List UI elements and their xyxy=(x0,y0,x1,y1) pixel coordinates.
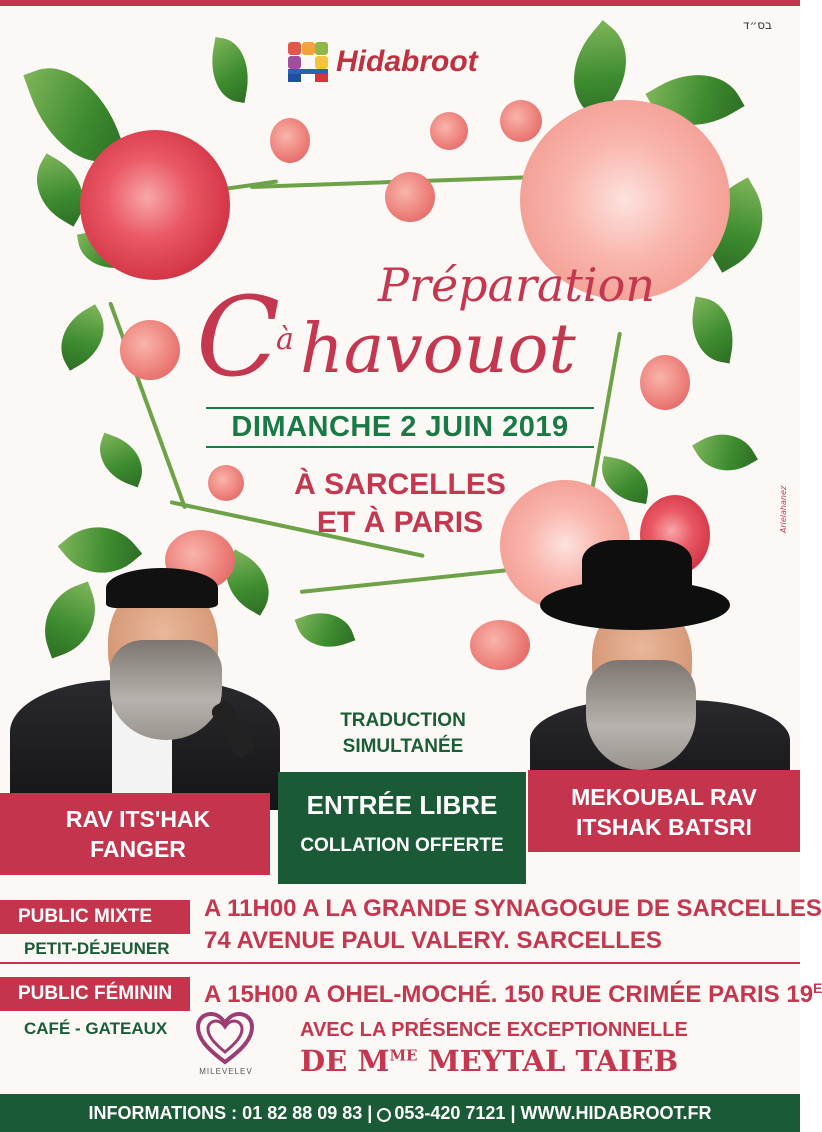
brand-name: Hidabroot xyxy=(336,45,478,78)
photo-rav-fanger xyxy=(0,560,300,800)
leaf xyxy=(692,421,758,485)
guest-speaker: DE $M^{ME}$ MEYTAL TAIEB xyxy=(300,1044,679,1078)
rose-bud xyxy=(270,118,310,163)
whatsapp-icon xyxy=(377,1108,391,1122)
tag-public-mixte: PUBLIC MIXTE xyxy=(0,900,190,934)
entree-libre-box xyxy=(278,772,526,884)
rose-bud xyxy=(385,172,435,222)
session1-line-1: A 11H00 A LA GRANDE SYNAGOGUE DE SARCELLES xyxy=(204,895,822,922)
place-line-2: ET À PARIS xyxy=(316,506,484,539)
footer-informations: INFORMATIONS : 01 82 88 09 83 | xyxy=(88,1103,378,1123)
rose-bud xyxy=(640,355,690,410)
footer-website: | WWW.HIDABROOT.FR xyxy=(505,1103,712,1123)
presence-text: AVEC LA PRÉSENCE EXCEPTIONNELLE xyxy=(300,1019,688,1041)
leaf xyxy=(205,37,255,103)
event-date: DIMANCHE 2 JUIN 2019 xyxy=(206,407,594,448)
red-rose xyxy=(80,130,230,280)
title-prefix: à xyxy=(276,322,294,357)
leaf xyxy=(295,603,356,658)
speaker-right-band xyxy=(528,770,800,852)
title-chavouot: havouot xyxy=(300,310,576,389)
leaf xyxy=(47,304,117,370)
leaf xyxy=(685,297,740,364)
entree-libre: ENTRÉE LIBRE xyxy=(306,790,498,820)
collation-offerte: COLLATION OFFERTE xyxy=(300,835,504,856)
footer-bar xyxy=(0,1094,800,1132)
rose-bud xyxy=(120,320,180,380)
photo-rav-batsri xyxy=(530,540,800,780)
title-preparation: Préparation xyxy=(378,258,655,312)
milevelev-heart-icon xyxy=(196,1012,254,1066)
leaf xyxy=(91,433,152,488)
traduction-simultanee: TRADUCTION SIMULTANÉE xyxy=(340,710,466,757)
rose-bud xyxy=(470,620,530,670)
speaker-left-line-1: RAV ITS'HAK xyxy=(65,806,211,832)
footer-whatsapp: 053-420 7121 xyxy=(394,1103,506,1123)
milevelev-label: MILEVELEV xyxy=(199,1067,253,1076)
top-stripe xyxy=(0,0,800,6)
speaker-left-band xyxy=(0,793,270,875)
sub-petit-dejeuner: PETIT-DÉJEUNER xyxy=(24,939,170,958)
speaker-right-line-1: MEKOUBAL RAV xyxy=(571,784,757,810)
place-line-1: À SARCELLES xyxy=(294,468,506,501)
hebrew-mark: בס״ד xyxy=(742,18,772,32)
speaker-right-line-2: ITSHAK BATSRI xyxy=(576,814,752,840)
rose-bud xyxy=(430,112,468,150)
session2-line-1: A 15H00 A OHEL-MOCHÉ. 150 RUE CRIMÉE PARIS $19^E$ xyxy=(204,980,822,1008)
artist-signature: Arielahanez xyxy=(779,485,789,534)
sub-cafe-gateaux: CAFÉ - GATEAUX xyxy=(24,1019,168,1038)
speaker-left-line-2: FANGER xyxy=(90,836,186,862)
event-place xyxy=(200,466,600,542)
tag-public-feminin: PUBLIC FÉMININ xyxy=(0,977,190,1011)
hidabroot-logo-icon xyxy=(288,42,328,82)
rose-bud xyxy=(500,100,542,142)
session1-line-2: 74 AVENUE PAUL VALERY. SARCELLES xyxy=(204,927,662,954)
hidabroot-logo xyxy=(288,42,478,82)
kippa xyxy=(106,568,218,608)
divider xyxy=(0,962,800,964)
title-initial: C xyxy=(196,273,281,401)
